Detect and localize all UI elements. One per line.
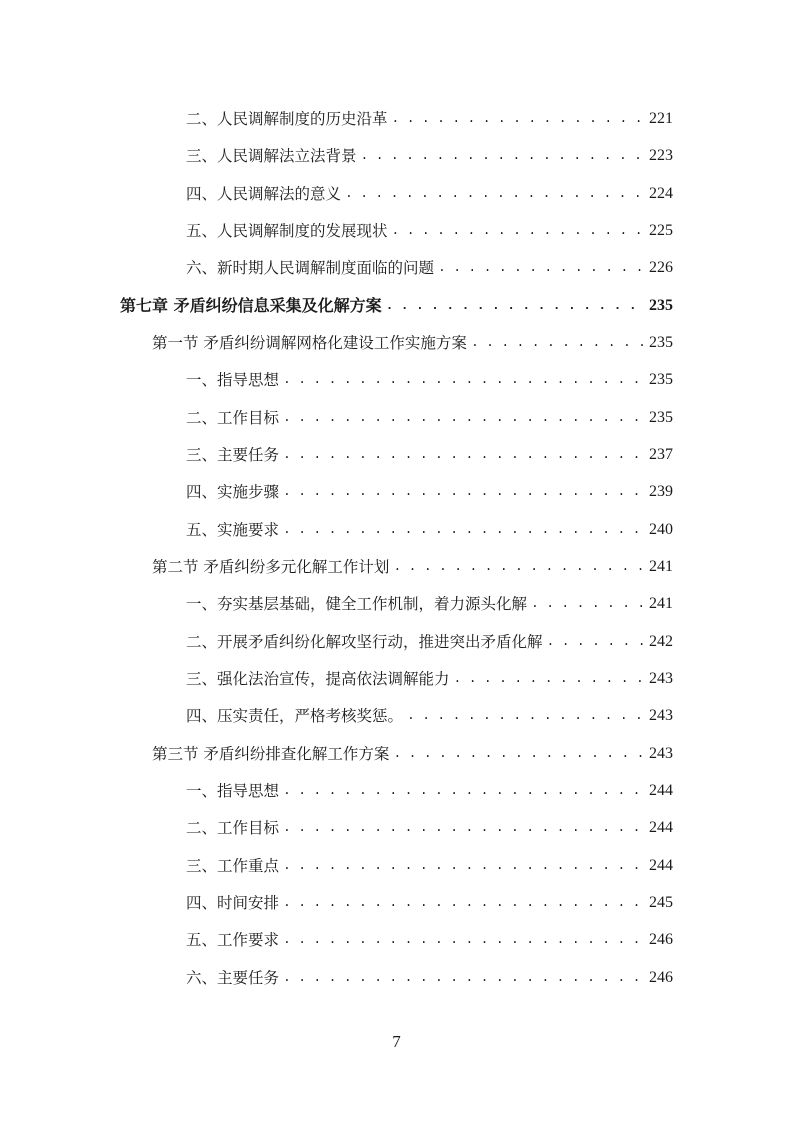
toc-entry-title: 六、主要任务	[186, 969, 280, 987]
toc-entry-title: 一、指导思想	[186, 782, 280, 800]
toc-entry-page: 239	[649, 483, 673, 500]
dot-leader	[345, 182, 645, 206]
toc-entry[interactable]	[186, 928, 673, 952]
dot-leader	[283, 891, 645, 915]
toc-entry-title: 二、工作目标	[186, 409, 280, 427]
toc-entry[interactable]	[186, 667, 673, 691]
toc-entry-title: 一、指导思想	[186, 371, 280, 389]
toc-entry[interactable]	[186, 518, 673, 542]
toc-entry-page: 240	[649, 521, 673, 538]
dot-leader	[547, 630, 645, 654]
toc-entry-page: 242	[649, 633, 673, 650]
toc-entry-page: 224	[649, 185, 673, 202]
dot-leader	[283, 406, 645, 430]
toc-entry-page: 226	[649, 259, 673, 276]
dot-leader	[438, 256, 645, 280]
dot-leader	[283, 928, 645, 952]
toc-entry-page: 235	[649, 409, 673, 426]
toc-entry-page: 241	[649, 558, 673, 575]
toc-entry[interactable]	[186, 480, 673, 504]
dot-leader	[531, 592, 645, 616]
toc-entry[interactable]	[186, 368, 673, 392]
toc-entry-title: 四、压实责任，严格考核奖惩。	[186, 707, 404, 725]
dot-leader	[283, 816, 645, 840]
page-number: 7	[392, 1032, 401, 1051]
dot-leader	[393, 742, 645, 766]
dot-leader	[283, 854, 645, 878]
toc-entry-title: 一、夯实基层基础，健全工作机制，着力源头化解	[186, 595, 528, 613]
toc-entry[interactable]	[186, 256, 673, 280]
toc-entry-page: 244	[649, 857, 673, 874]
toc-section-entry[interactable]	[152, 742, 673, 766]
toc-entry[interactable]	[186, 816, 673, 840]
toc-entry-title: 三、工作重点	[186, 857, 280, 875]
toc-entry-page: 243	[649, 670, 673, 687]
toc-entry[interactable]	[186, 630, 673, 654]
toc-chapter-entry[interactable]	[120, 294, 673, 318]
toc-entry-title: 五、实施要求	[186, 521, 280, 539]
dot-leader	[386, 294, 645, 318]
toc-entry-title: 第三节 矛盾纠纷排查化解工作方案	[152, 745, 390, 763]
toc-entry[interactable]	[186, 779, 673, 803]
toc-entry[interactable]	[186, 107, 673, 131]
toc-entry[interactable]	[186, 144, 673, 168]
toc-entry-title: 四、人民调解法的意义	[186, 185, 342, 203]
dot-leader	[283, 480, 645, 504]
dot-leader	[407, 704, 645, 728]
toc-entry-title: 四、实施步骤	[186, 483, 280, 501]
toc-entry-page: 245	[649, 894, 673, 911]
toc-entry-title: 第二节 矛盾纠纷多元化解工作计划	[152, 558, 390, 576]
toc-entry-page: 246	[649, 931, 673, 948]
dot-leader	[393, 555, 645, 579]
toc-entry-title: 六、新时期人民调解制度面临的问题	[186, 259, 435, 277]
toc-entry-page: 243	[649, 707, 673, 724]
toc-entry-page: 235	[649, 334, 673, 351]
toc-section-entry[interactable]	[152, 555, 673, 579]
toc-section-entry[interactable]	[152, 331, 673, 355]
dot-leader	[283, 368, 645, 392]
toc-entry-page: 221	[649, 110, 673, 127]
dot-leader	[283, 443, 645, 467]
toc-entry[interactable]	[186, 891, 673, 915]
dot-leader	[454, 667, 645, 691]
toc-entry[interactable]	[186, 966, 673, 990]
toc-entry-page: 223	[649, 147, 673, 164]
toc-entry[interactable]	[186, 704, 673, 728]
toc-entry-title: 二、人民调解制度的历史沿革	[186, 110, 388, 128]
toc-entry-page: 237	[649, 446, 673, 463]
toc-entry-title: 五、工作要求	[186, 931, 280, 949]
toc-entry[interactable]	[186, 219, 673, 243]
toc-entry[interactable]	[186, 592, 673, 616]
toc-entry-page: 225	[649, 222, 673, 239]
toc-entry-title: 三、强化法治宣传，提高依法调解能力	[186, 670, 450, 688]
dot-leader	[283, 518, 645, 542]
toc-entry-title: 第七章 矛盾纠纷信息采集及化解方案	[120, 296, 382, 315]
toc-entry-page: 235	[649, 297, 673, 314]
toc-entry[interactable]	[186, 182, 673, 206]
toc-entry-page: 243	[649, 745, 673, 762]
toc-entry-title: 三、人民调解法立法背景	[186, 147, 357, 165]
toc-entry-title: 三、主要任务	[186, 446, 280, 464]
toc-entry-page: 246	[649, 969, 673, 986]
toc-entry-title: 二、开展矛盾纠纷化解攻坚行动，推进突出矛盾化解	[186, 633, 543, 651]
toc-entry-title: 二、工作目标	[186, 819, 280, 837]
toc-entry-page: 241	[649, 595, 673, 612]
toc-entry-page: 244	[649, 819, 673, 836]
dot-leader	[283, 966, 645, 990]
toc-entry-page: 235	[649, 371, 673, 388]
dot-leader	[392, 107, 645, 131]
toc-entry-title: 四、时间安排	[186, 894, 280, 912]
dot-leader	[392, 219, 645, 243]
toc-entry-page: 244	[649, 782, 673, 799]
toc-entry-title: 第一节 矛盾纠纷调解网格化建设工作实施方案	[152, 334, 467, 352]
toc-entry[interactable]	[186, 854, 673, 878]
dot-leader	[361, 144, 645, 168]
dot-leader	[283, 779, 645, 803]
toc-entry-title: 五、人民调解制度的发展现状	[186, 222, 388, 240]
dot-leader	[471, 331, 645, 355]
toc-entry[interactable]	[186, 443, 673, 467]
toc-entry[interactable]	[186, 406, 673, 430]
